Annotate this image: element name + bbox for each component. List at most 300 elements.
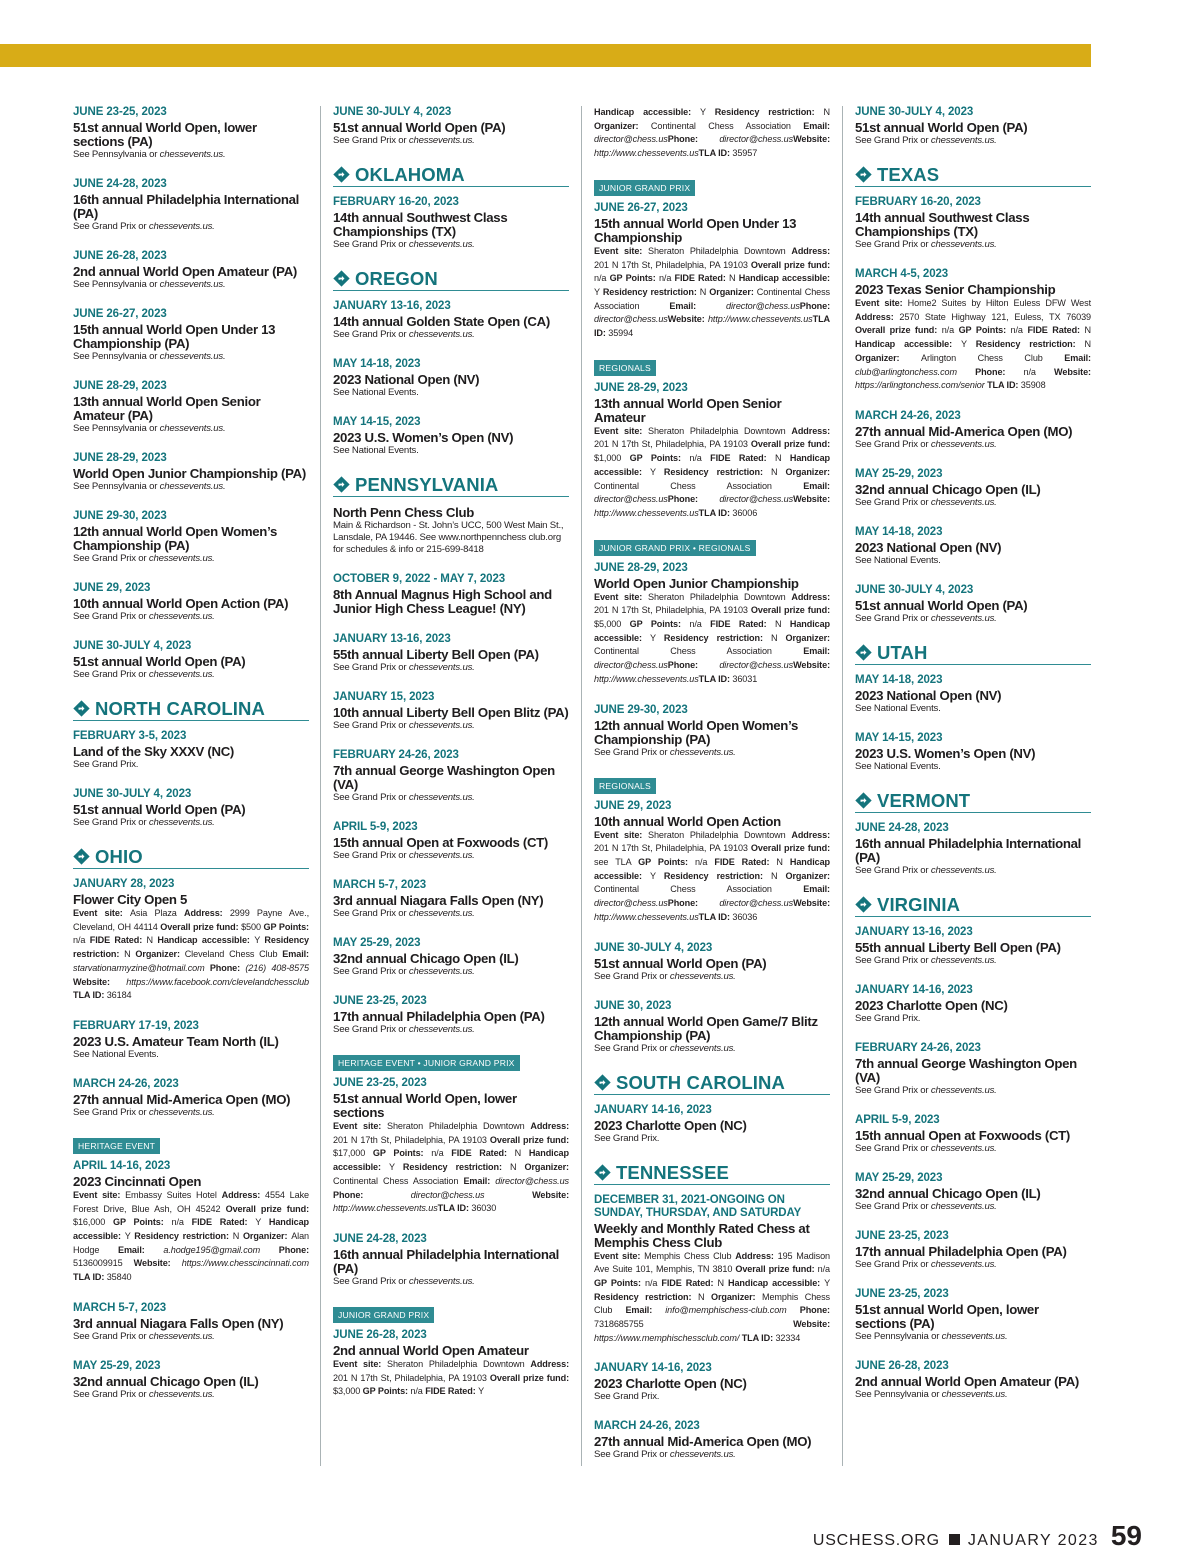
detail-value: 201 N 17th St, Philadelphia, PA 19103 [594,843,751,854]
event-date: MAY 25-29, 2023 [333,937,421,949]
detail-label: FIDE Rated: [674,273,729,284]
event-title: 14th annual Southwest Class Championships (TX) [855,210,1030,239]
reference-link[interactable]: chessevents.us. [159,481,226,492]
detail-label: Handicap accessible: [594,453,830,477]
reference-text: See Pennsylvania or [855,1388,942,1400]
detail-link[interactable]: director@chess.us [594,314,668,325]
reference-link[interactable]: chessevents.us. [941,1388,1008,1400]
detail-link[interactable]: info@memphischess-club.com [665,1305,800,1316]
reference-link[interactable]: chessevents.us. [408,135,475,146]
detail-label: Email: [803,480,830,491]
event-title: 16th annual Philadelphia International (PA) [73,192,300,221]
event-reference [73,351,309,363]
reference-link[interactable]: chessevents.us. [408,1275,475,1287]
event-title: 13th annual World Open Senior Amateur (PA) [73,394,261,423]
reference-link[interactable]: chessevents.us. [148,817,215,828]
detail-label: FIDE Rated: [1027,325,1085,336]
detail-link[interactable]: http://www.chessevents.us [707,314,813,325]
event-date: JANUARY 14-16, 2023 [594,1103,712,1116]
detail-link[interactable]: director@chess.us [719,134,794,145]
event-title: 17th annual Philadelphia Open (PA) [333,1009,545,1024]
reference-link[interactable]: chessevents.us. [930,135,997,146]
detail-value: Sheraton Philadelphia Downtown [647,829,792,840]
detail-link[interactable]: director@chess.us [594,494,668,505]
detail-label: Phone: [799,300,830,311]
event-title: 2023 U.S. Women’s Open (NV) [333,430,514,445]
detail-label: TLA ID: [698,911,733,922]
detail-value: Sheraton Philadelphia Downtown [647,245,792,256]
detail-value: Y [255,1217,269,1228]
event-listing [855,674,1091,715]
reference-text: See Grand Prix or [333,850,409,861]
reference-link[interactable]: chessevents.us. [930,239,997,250]
detail-value: 201 N 17th St, Philadelphia, PA 19103 [594,439,751,450]
detail-label: Overall prize fund: [225,1203,310,1214]
event-badge: HERITAGE EVENT • JUNIOR GRAND PRIX [333,1055,520,1071]
event-badge: HERITAGE EVENT [73,1138,160,1154]
detail-label: Phone: [667,898,720,909]
event-date: JUNE 29, 2023 [73,582,151,594]
detail-label: FIDE Rated: [191,1217,256,1228]
event-date: JUNE 30-JULY 4, 2023 [594,941,713,954]
reference-link[interactable]: chessevents.us. [159,423,226,434]
detail-link[interactable]: http://www.chessevents.us [333,1203,438,1214]
detail-value: 36184 [106,990,132,1001]
event-listing [855,1230,1091,1271]
detail-label: Overall prize fund: [855,325,942,336]
detail-value: Sheraton Philadelphia Downtown [386,1358,531,1369]
reference-link[interactable]: chessevents.us. [930,612,997,624]
event-reference [333,387,569,399]
event-date: JUNE 23-25, 2023 [73,106,167,118]
event-title: 8th Annual Magnus High School and Junior High Chess League! (NY) [333,587,552,616]
reference-text: See Pennsylvania or [73,149,160,160]
event-date: MARCH 24-26, 2023 [855,409,961,422]
detail-value: N [776,856,790,867]
detail-link[interactable]: director@chess.us [726,300,800,311]
detail-label: Residency restriction: [73,935,309,960]
reference-link[interactable]: chessevents.us. [408,966,475,977]
event-listing [594,178,830,341]
reference-text: See Grand Prix or [855,1084,931,1096]
detail-label: Organizer: [594,120,651,131]
event-date: JUNE 24-28, 2023 [73,178,167,190]
reference-text: See Grand Prix or [855,438,931,450]
detail-label: Residency restriction: [975,339,1085,350]
detail-value: n/a [410,1386,426,1397]
detail-label: Residency restriction: [663,466,771,477]
detail-label: Phone: [333,1189,411,1200]
footer-issue: JANUARY 2023 [967,1532,1099,1549]
event-listing [855,1288,1091,1343]
state-name: OHIO [95,846,143,867]
reference-link[interactable]: chessevents.us. [148,611,215,622]
detail-value: 201 N 17th St, Philadelphia, PA 19103 [333,1372,490,1383]
state-heading [855,790,1091,813]
event-reference [855,1389,1091,1401]
detail-value: Y [254,935,265,946]
event-date: JUNE 30-JULY 4, 2023 [73,788,192,800]
detail-label: Overall prize fund: [735,1264,818,1275]
reference-link[interactable]: chessevents.us. [930,496,997,508]
event-date: JANUARY 13-16, 2023 [333,300,451,312]
event-badge: JUNIOR GRAND PRIX [333,1307,434,1323]
reference-text: See Grand Prix or [333,1024,409,1035]
event-title: 10th annual Liberty Bell Open Blitz (PA) [333,705,569,720]
state-heading [333,268,569,291]
state-heading [594,1162,830,1185]
reference-text: See Grand Prix or [73,553,149,564]
reference-text: See Grand Prix. [73,759,139,770]
event-details [594,245,830,341]
state-name: OKLAHOMA [355,164,465,185]
reference-link[interactable]: chessevents.us. [930,954,997,966]
reference-link[interactable]: chessevents.us. [408,329,475,340]
detail-value: Home2 Suites by Hilton Euless DFW West [907,298,1091,308]
event-title: 2023 National Open (NV) [855,687,1002,703]
detail-label: Event site: [594,591,648,602]
detail-link[interactable]: https://www.chesscincinnati.com [181,1258,309,1269]
detail-link[interactable]: director@chess.us [594,660,668,671]
detail-label: Event site: [594,1250,645,1261]
event-title: 2023 U.S. Amateur Team North (IL) [73,1033,279,1049]
detail-link[interactable]: (216) 408-8575 [245,962,309,973]
event-title: 32nd annual Chicago Open (IL) [855,1185,1041,1201]
detail-label: Organizer: [785,870,830,881]
reference-text: See Grand Prix or [73,669,149,680]
detail-label: Event site: [855,298,908,308]
state-name: NORTH CAROLINA [95,698,265,719]
event-date: JUNE 23-25, 2023 [855,1229,949,1242]
event-title: 2023 National Open (NV) [855,539,1002,555]
diamond-sign-icon [855,896,872,913]
event-listing [73,582,309,623]
state-name: VIRGINIA [877,893,961,915]
reference-link[interactable]: chessevents.us. [159,279,226,290]
event-details [594,1250,830,1346]
listing-column-4 [855,106,1091,1418]
reference-link[interactable]: chessevents.us. [669,1042,736,1054]
reference-link[interactable]: chessevents.us. [408,792,475,803]
event-reference [855,865,1091,877]
listing-column-2 [333,106,569,1416]
detail-label: Event site: [594,245,648,256]
detail-label: Website: [133,1258,182,1269]
event-listing [333,1053,569,1216]
detail-label: FIDE Rated: [710,619,775,630]
detail-link[interactable]: director@chess.us [495,1175,569,1186]
detail-label: Event site: [73,908,130,918]
detail-value: n/a [658,273,675,284]
detail-value: Continental Chess Association [594,884,804,895]
reference-link[interactable]: chessevents.us. [408,662,475,673]
event-date: FEBRUARY 16-20, 2023 [333,196,459,208]
detail-value: $1,000 [594,453,630,464]
event-date: JUNE 28-29, 2023 [73,452,167,464]
detail-value: N [774,619,790,630]
reference-text: See Grand Prix or [594,1449,670,1461]
reference-link[interactable]: chessevents.us. [148,553,215,564]
reference-link[interactable]: chessevents.us. [669,1449,736,1461]
detail-link[interactable]: https://arlingtonchess.com/senior [855,380,988,391]
detail-value: n/a [689,453,711,464]
detail-value: n/a [1023,366,1055,377]
reference-link[interactable]: chessevents.us. [159,149,226,160]
reference-text: See Grand Prix or [594,1042,670,1054]
event-listing [855,822,1091,877]
detail-label: Overall prize fund: [750,843,831,854]
detail-value: N [232,1231,243,1242]
event-listing [855,1172,1091,1213]
event-reference [73,817,309,829]
detail-label: Handicap accessible: [855,339,961,350]
reference-link[interactable]: chessevents.us. [930,1258,997,1270]
event-date: JUNE 23-25, 2023 [333,995,427,1007]
event-date: JUNE 28-29, 2023 [73,380,167,392]
event-date: JANUARY 28, 2023 [73,878,175,890]
event-reference [855,1331,1091,1343]
detail-label: Website: [793,660,830,671]
detail-value: 35908 [1020,380,1046,391]
event-reference [333,720,569,732]
reference-text: See Grand Prix or [855,496,931,508]
detail-label: Overall prize fund: [750,439,831,450]
detail-link[interactable]: http://www.chessevents.us [594,148,699,159]
diamond-sign-icon [73,700,90,717]
detail-value: Alan Hodge [73,1231,309,1255]
event-listing [855,410,1091,451]
detail-label: Address: [791,425,830,436]
reference-link[interactable]: chessevents.us. [930,864,997,876]
event-listing [333,416,569,457]
detail-label: Email: [282,949,309,960]
event-date: JUNE 26-27, 2023 [73,308,167,320]
detail-link[interactable]: starvationarmyzine@hotmail.com [73,962,210,973]
detail-value: n/a [594,273,610,284]
detail-link[interactable]: http://www.chessevents.us [594,673,699,684]
state-name: SOUTH CAROLINA [616,1071,785,1093]
reference-link[interactable]: chessevents.us. [930,1084,997,1096]
detail-link[interactable]: a.hodge195@gmail.com [163,1244,279,1255]
event-title: 14th annual Southwest Class Championships (TX) [333,210,508,239]
detail-value: 35840 [106,1272,132,1283]
reference-text: See Pennsylvania or [73,481,160,492]
event-title: World Open Junior Championship (PA) [73,466,306,481]
state-heading [73,698,309,721]
detail-label: Phone: [667,494,720,505]
detail-label: Website: [667,314,708,325]
detail-value: 35994 [608,328,634,339]
reference-link[interactable]: chessevents.us. [669,746,736,758]
event-listing [594,538,830,687]
event-reference [855,955,1091,967]
event-listing [333,106,569,147]
event-listing [855,1114,1091,1155]
detail-value: Continental Chess Association [594,646,804,657]
reference-link[interactable]: chessevents.us. [159,351,226,362]
state-heading [73,846,309,869]
detail-label: Residency restriction: [594,1291,698,1302]
reference-link[interactable]: chessevents.us. [930,1200,997,1212]
detail-link[interactable]: http://www.chessevents.us [594,507,699,518]
event-date: JUNE 30-JULY 4, 2023 [73,640,192,652]
detail-link[interactable]: http://www.chessevents.us [594,911,699,922]
detail-label: Residency restriction: [663,632,771,643]
square-separator-icon [949,1534,960,1545]
event-reference [333,966,569,978]
detail-value: Continental Chess Association [650,120,804,131]
detail-label: Residency restriction: [602,286,700,297]
detail-label: GP Points: [958,325,1011,336]
event-date: MAY 14-18, 2023 [333,358,421,370]
event-date: MARCH 5-7, 2023 [333,879,427,891]
detail-value: N [823,107,830,117]
reference-link[interactable]: chessevents.us. [148,669,215,680]
detail-label: Email: [803,884,830,895]
detail-link[interactable]: https://www.memphischessclub.com/ [594,1332,742,1343]
reference-text: See Grand Prix or [855,954,931,966]
reference-link[interactable]: chessevents.us. [408,239,475,250]
event-date: JUNE 30-JULY 4, 2023 [855,106,974,118]
detail-link[interactable]: director@chess.us [594,134,668,145]
listing-column-1 [73,106,309,1418]
detail-label: Email: [803,646,830,657]
event-date: JANUARY 14-16, 2023 [855,983,973,996]
detail-label: Address: [530,1121,569,1131]
detail-label: Event site: [594,829,648,840]
detail-value: n/a [695,856,715,867]
diamond-sign-icon [855,166,872,183]
event-listing [73,308,309,363]
event-details [594,425,830,521]
reference-link[interactable]: chessevents.us. [408,908,475,919]
detail-label: Organizer: [135,949,185,960]
reference-link[interactable]: chessevents.us. [148,1106,215,1118]
detail-value: Memphis Chess Club [644,1250,736,1261]
event-listing [333,573,569,616]
detail-value: Continental Chess Association [333,1175,464,1186]
reference-text: See Grand Prix or [594,746,670,758]
event-title: 32nd annual Chicago Open (IL) [73,1373,259,1389]
event-details [594,106,830,161]
detail-link[interactable]: club@arlingtonchess.com [855,366,976,377]
reference-link[interactable]: chessevents.us. [930,1142,997,1154]
event-listing [73,640,309,681]
event-date: FEBRUARY 17-19, 2023 [73,1019,199,1032]
detail-link[interactable]: director@chess.us [410,1189,533,1200]
detail-value: Asia Plaza [129,908,184,918]
event-reference [333,135,569,147]
event-listing [855,196,1091,251]
event-listing [594,942,830,983]
event-reference [594,1391,830,1403]
detail-value: 2999 Payne Ave., Cleveland, OH 44114 [73,908,309,932]
detail-link[interactable]: director@chess.us [719,660,794,671]
event-title: 55th annual Liberty Bell Open (PA) [333,647,539,662]
reference-link[interactable]: chessevents.us. [669,970,736,982]
reference-link[interactable]: chessevents.us. [408,850,475,861]
event-listing [73,178,309,233]
detail-link[interactable]: director@chess.us [719,494,794,505]
event-reference [73,759,309,771]
event-listing [855,732,1091,773]
detail-value: Sheraton Philadelphia Downtown [647,591,792,602]
reference-link[interactable]: chessevents.us. [408,720,475,731]
detail-label: TLA ID: [987,380,1021,391]
detail-link[interactable]: director@chess.us [594,898,668,909]
reference-link[interactable]: chessevents.us. [408,1024,475,1035]
detail-label: Email: [117,1244,164,1255]
detail-label: TLA ID: [594,314,830,339]
detail-label: Phone: [667,660,720,671]
reference-link[interactable]: chessevents.us. [148,221,215,232]
event-reference [333,445,569,457]
state-heading [333,474,569,497]
reference-link[interactable]: chessevents.us. [941,1330,1008,1342]
reference-text: Main & Richardson - St. John’s UCC, 500 West Main St., Lansdale, PA 19446. See www.northpennchess club.org for schedules & info or 215-699-8418 [333,520,564,555]
detail-value: n/a [171,1217,192,1228]
detail-value: 7318685755 [594,1319,794,1330]
reference-text: See National Events. [73,1048,159,1060]
event-listing [73,730,309,771]
event-date: JUNE 26-27, 2023 [594,201,688,214]
event-reference [855,135,1091,147]
event-date: JUNE 28-29, 2023 [594,381,688,394]
event-listing [855,106,1091,147]
reference-link[interactable]: chessevents.us. [930,438,997,450]
diamond-sign-icon [73,848,90,865]
detail-value: 32334 [775,1332,801,1343]
detail-label: TLA ID: [698,507,733,518]
event-title: 17th annual Philadelphia Open (PA) [855,1243,1067,1259]
detail-link[interactable]: https://www.facebook.com/clevelandchessclub [126,976,309,987]
footer-site[interactable]: USCHESS.ORG [812,1532,940,1549]
reference-link[interactable]: chessevents.us. [148,1388,215,1400]
event-listing [333,300,569,341]
reference-link[interactable]: chessevents.us. [148,1330,215,1342]
event-listing [594,1194,830,1346]
detail-value: N [699,286,710,297]
detail-label: GP Points: [112,1217,172,1228]
state-name: VERMONT [877,789,971,811]
detail-value: see TLA [594,856,639,867]
reference-text: See Grand Prix or [333,792,409,803]
event-reference [333,329,569,341]
detail-value: N [774,453,790,464]
diamond-sign-icon [333,166,350,183]
detail-value: $500 [241,921,264,932]
event-title: 32nd annual Chicago Open (IL) [855,481,1041,497]
detail-label: Residency restriction: [663,870,771,881]
detail-label: FIDE Rated: [451,1148,515,1159]
event-badge: REGIONALS [594,360,656,376]
event-reference [73,1107,309,1119]
event-title: 2nd annual World Open Amateur (PA) [855,1373,1080,1389]
detail-value: Y [824,1277,830,1288]
event-reference [594,1133,830,1145]
detail-value: N [1084,325,1091,336]
event-listing [73,1136,309,1285]
event-reference [333,662,569,674]
detail-label: Phone: [799,1305,830,1316]
detail-value: Y [389,1162,403,1173]
reference-text: See Pennsylvania or [855,1330,942,1342]
event-listing [594,776,830,925]
state-heading [855,894,1091,917]
event-listing [594,704,830,759]
detail-link[interactable]: director@chess.us [719,898,794,909]
detail-value: Memphis Chess Club [594,1291,830,1316]
